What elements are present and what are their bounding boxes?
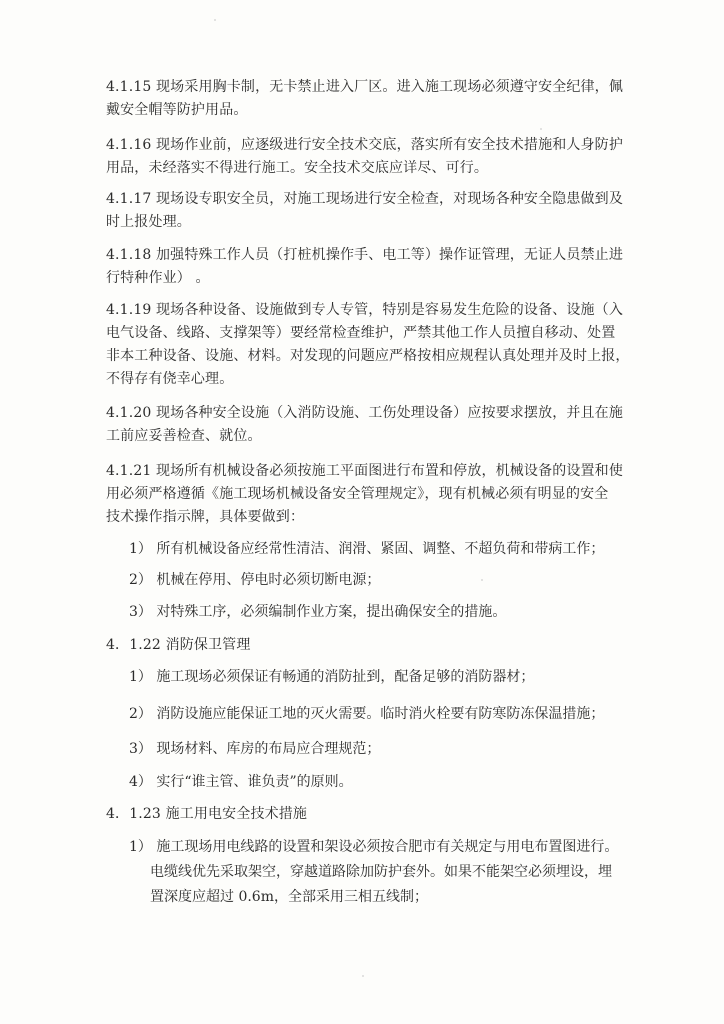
section-4-1-22-item-2: 2） 消防设施应能保证工地的灭火需要。临时消火栓要有防寒防冻保温措施； — [129, 706, 605, 722]
section-4-1-21-item-2: 2） 机械在停用、停电时必须切断电源； — [129, 572, 381, 588]
section-4-1-16-line-1: 4.1.16 现场作业前，应逐级进行安全技术交底，落实所有安全技术措施和人身防护 — [106, 137, 623, 153]
section-4-1-15-line-1: 4.1.15 现场采用胸卡制，无卡禁止进入厂区。进入施工现场必须遵守安全纪律，佩 — [106, 79, 623, 95]
section-4-1-22-item-1: 1） 施工现场必须保证有畅通的消防扯到，配备足够的消防器材； — [129, 669, 535, 685]
scan-speck — [540, 128, 542, 130]
section-4-1-23-heading: 4．1.23 施工用电安全技术措施 — [106, 806, 308, 822]
section-4-1-22-heading: 4．1.22 消防保卫管理 — [106, 637, 251, 653]
section-4-1-19-line-3: 非本工种设备、设施、材料。对发现的问题应严格按相应规程认真处理并及时上报， — [106, 348, 630, 364]
section-4-1-22-item-3: 3） 现场材料、库房的布局应合理规范； — [129, 741, 381, 757]
section-4-1-18-line-1: 4.1.18 加强特殊工作人员（打桩机操作手、电工等）操作证管理，无证人员禁止进 — [106, 247, 623, 263]
scan-speck — [481, 579, 483, 581]
section-4-1-20-line-2: 工前应妥善检查、就位。 — [106, 428, 262, 444]
section-4-1-23-item-1: 1） 施工现场用电线路的设置和架设必须按合肥市有关规定与用电布置图进行。 — [129, 839, 619, 855]
scan-speck — [362, 975, 364, 977]
section-4-1-15-line-2: 戴安全帽等防护用品。 — [106, 102, 248, 118]
section-4-1-17-line-1: 4.1.17 现场设专职安全员，对施工现场进行安全检查，对现场各种安全隐患做到及 — [106, 191, 623, 207]
section-4-1-16-line-2: 用品，未经落实不得进行施工。安全技术交底应详尽、可行。 — [106, 160, 489, 176]
section-4-1-21-item-1: 1） 所有机械设备应经常性清洁、润滑、紧固、调整、不超负荷和带病工作； — [129, 541, 605, 557]
section-4-1-23-item-1-cont-1: 电缆线优先采取架空，穿越道路除加防护套外。如果不能架空必须埋设，埋 — [150, 864, 612, 880]
section-4-1-21-line-3: 技术操作指示牌，具体要做到： — [106, 509, 305, 525]
section-4-1-20-line-1: 4.1.20 现场各种安全设施（入消防设施、工伤处理设备）应按要求摆放，并且在施 — [106, 405, 623, 421]
section-4-1-22-item-4: 4） 实行“谁主管、谁负责”的原则。 — [129, 774, 353, 790]
section-4-1-18-line-2: 行特种作业） 。 — [106, 270, 210, 286]
section-4-1-19-line-4: 不得存有侥幸心理。 — [106, 371, 234, 387]
section-4-1-19-line-1: 4.1.19 现场各种设备、设施做到专人专管，特别是容易发生危险的设备、设施（入 — [106, 302, 623, 318]
section-4-1-23-item-1-cont-2: 置深度应超过 0.6m，全部采用三相五线制； — [150, 889, 428, 905]
section-4-1-19-line-2: 电气设备、线路、支撑架等）要经常检查维护，严禁其他工作人员擅自移动、处置 — [106, 325, 616, 341]
scan-speck — [214, 19, 216, 21]
section-4-1-21-item-3: 3） 对特殊工序，必须编制作业方案，提出确保安全的措施。 — [129, 604, 507, 620]
section-4-1-21-line-2: 用必须严格遵循《施工现场机械设备安全管理规定》，现有机械必须有明显的安全 — [106, 486, 609, 502]
section-4-1-21-line-1: 4.1.21 现场所有机械设备必须按施工平面图进行布置和停放，机械设备的设置和使 — [106, 463, 623, 479]
section-4-1-17-line-2: 时上报处理。 — [106, 214, 191, 230]
